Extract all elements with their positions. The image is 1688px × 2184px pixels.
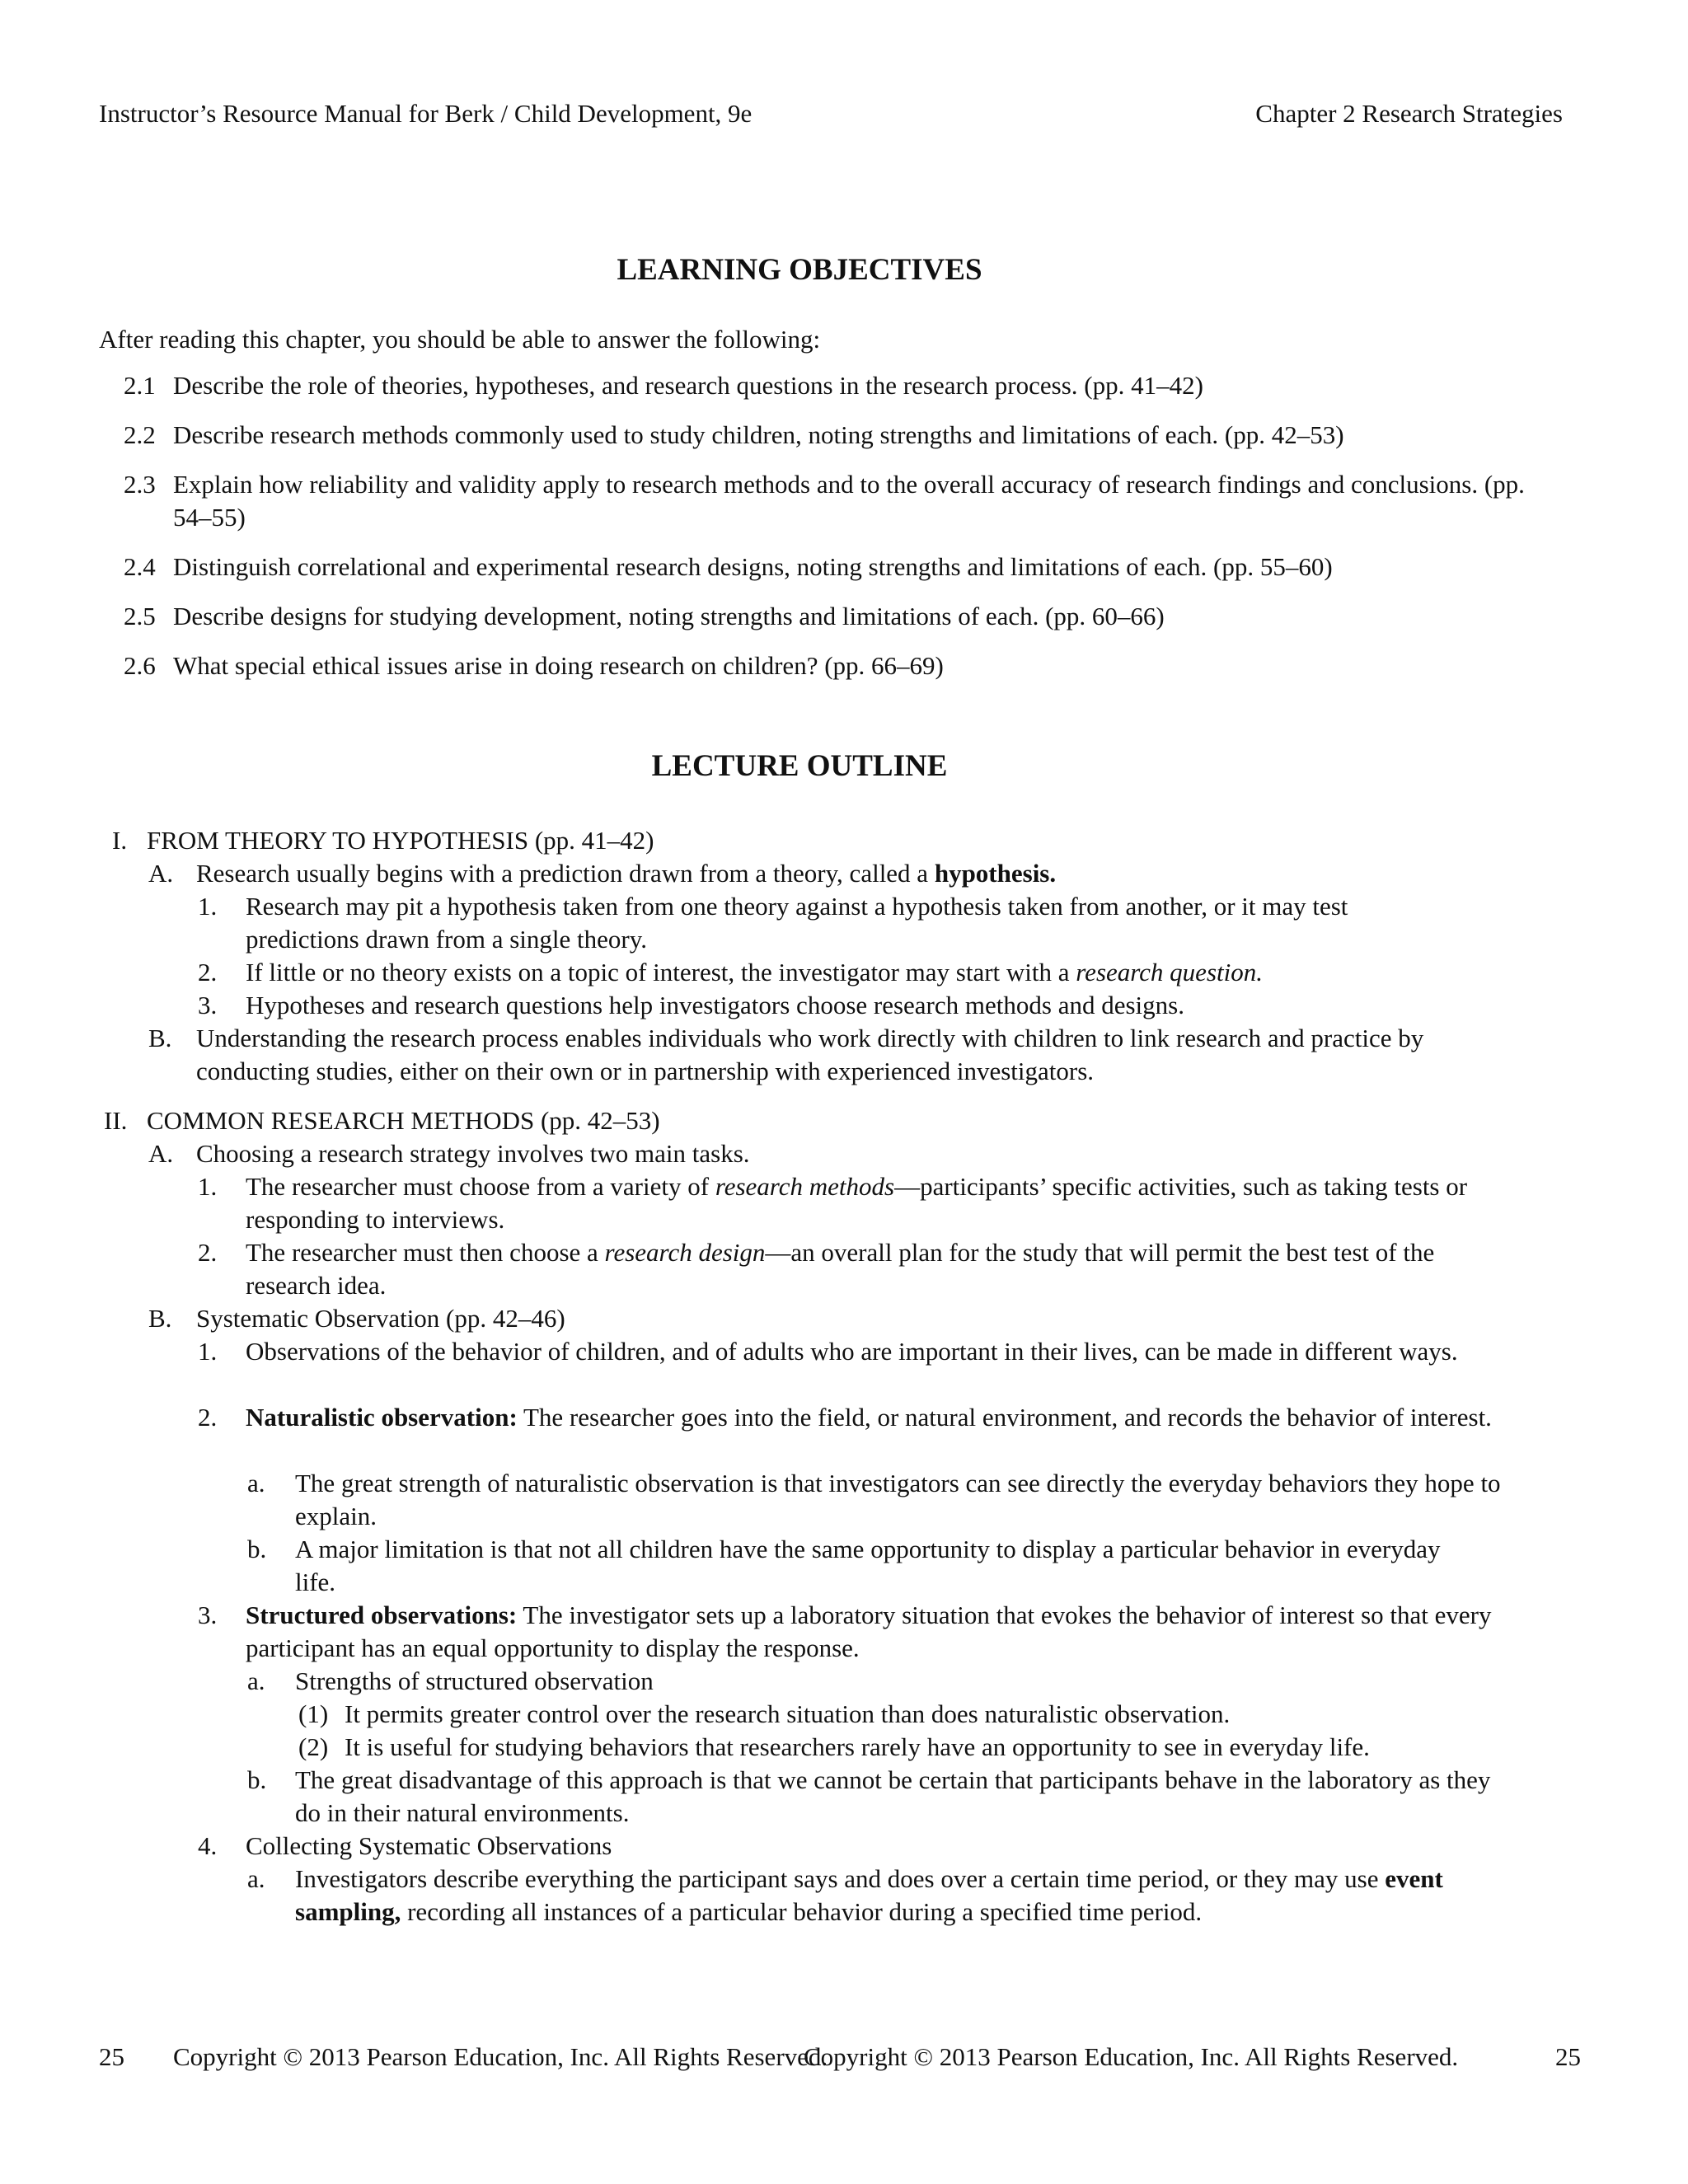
outline-marker: a. — [247, 1864, 265, 1893]
objective-text: Describe the role of theories, hypotheses, and research questions in the research process. (pp. 41–42) — [173, 371, 1203, 400]
outline-text: Research usually begins with a prediction drawn from a theory, called a — [196, 859, 935, 888]
outline-marker: 4. — [198, 1831, 218, 1860]
outline-item-level2 — [148, 1022, 1498, 1088]
lecture-outline-heading: LECTURE OUTLINE — [651, 749, 948, 783]
outline-text-cont: —participants’ specific activities, such as taking tests or responding to interviews. — [246, 1172, 1468, 1234]
term-research-question: research question. — [1076, 958, 1263, 987]
outline-item-level4 — [247, 1533, 1482, 1599]
objective-number: 2.3 — [124, 470, 156, 499]
outline-item-level5 — [298, 1698, 1531, 1731]
outline-item-level2 — [148, 857, 1515, 890]
outline-item-level4 — [247, 1863, 1482, 1929]
objective-item — [124, 649, 1558, 682]
objective-number: 2.6 — [124, 651, 156, 680]
objective-number: 2.1 — [124, 371, 156, 400]
running-header-left: Instructor’s Resource Manual for Berk / Child Development, 9e — [99, 99, 753, 128]
outline-item-level4 — [247, 1764, 1515, 1830]
outline-marker: (1) — [298, 1699, 329, 1728]
outline-marker: a. — [247, 1469, 265, 1497]
objective-text: Describe designs for studying development, noting strengths and limitations of each. (pp. 60–66) — [173, 602, 1165, 630]
outline-text: If little or no theory exists on a topic of interest, the investigator may start with a — [246, 958, 1076, 987]
objective-number: 2.5 — [124, 602, 156, 630]
objectives-list — [124, 369, 1558, 699]
outline-marker: 2. — [198, 1238, 218, 1267]
outline-marker: A. — [148, 1139, 174, 1168]
outline-marker: 3. — [198, 991, 218, 1019]
outline-text: FROM THEORY TO HYPOTHESIS (pp. 41–42) — [147, 826, 654, 855]
objective-number: 2.2 — [124, 420, 156, 449]
outline-marker: 3. — [198, 1601, 218, 1629]
outline-item-level1 — [112, 824, 1515, 857]
outline-marker: 1. — [198, 1172, 218, 1201]
outline-marker: b. — [247, 1765, 267, 1794]
objective-item — [124, 419, 1558, 452]
outline-marker: B. — [148, 1024, 172, 1052]
outline-text: The great disadvantage of this approach is that we cannot be certain that participants behave in the laboratory as they do in their natural environments. — [295, 1765, 1491, 1827]
outline-text: The researcher must then choose a — [246, 1238, 605, 1267]
term-structured-observations: Structured observations: — [246, 1601, 518, 1629]
outline-marker: II. — [104, 1106, 128, 1135]
outline-item-level2 — [148, 1302, 1515, 1335]
term-hypothesis: hypothesis. — [934, 859, 1057, 888]
outline-item-level3 — [198, 989, 1515, 1022]
objective-number: 2.4 — [124, 552, 156, 581]
outline-marker: 1. — [198, 1337, 218, 1366]
outline-marker: A. — [148, 859, 174, 888]
outline-marker: 1. — [198, 892, 218, 921]
outline-item-level4 — [247, 1467, 1515, 1533]
outline-text-cont: recording all instances of a particular behavior during a specified time period. — [401, 1897, 1203, 1926]
outline-item-level3 — [198, 1401, 1515, 1434]
outline-item-level1 — [104, 1104, 1515, 1137]
outline-text: The researcher must choose from a variety of — [246, 1172, 715, 1201]
outline-text: The great strength of naturalistic observation is that investigators can see directly the everyday behaviors they hope to explain. — [295, 1469, 1501, 1530]
running-header-right: Chapter 2 Research Strategies — [1255, 99, 1563, 128]
outline-text: A major limitation is that not all children have the same opportunity to display a particular behavior in everyday life. — [295, 1535, 1441, 1596]
page-number-right: 25 — [1555, 2042, 1581, 2071]
outline-text: Investigators describe everything the participant says and does over a certain time period, or they may use — [295, 1864, 1386, 1893]
term-naturalistic-observation: Naturalistic observation: — [246, 1403, 518, 1432]
objective-text: Describe research methods commonly used to study children, noting strengths and limitations of each. (pp. 42–53) — [173, 420, 1344, 449]
outline-marker: b. — [247, 1535, 267, 1563]
outline-marker: (2) — [298, 1732, 329, 1761]
outline-marker: 2. — [198, 1403, 218, 1432]
outline-marker: B. — [148, 1304, 172, 1333]
outline-item-level2 — [148, 1137, 1515, 1170]
outline-item-level3 — [198, 1236, 1498, 1302]
objectives-intro: After reading this chapter, you should be able to answer the following: — [99, 325, 821, 354]
outline-text: Research may pit a hypothesis taken from one theory against a hypothesis taken from another, or it may test predictions drawn from a single theory. — [246, 892, 1348, 954]
outline-text: The researcher goes into the field, or natural environment, and records the behavior of interest. — [517, 1403, 1492, 1432]
objective-item — [124, 468, 1558, 534]
objective-text: Distinguish correlational and experimental research designs, noting strengths and limitations of each. (pp. 55–60) — [173, 552, 1333, 581]
outline-text: Understanding the research process enables individuals who work directly with children to link research and practice by conducting studies, either on their own or in partnership with experienced investigators. — [196, 1024, 1424, 1085]
outline-text: Choosing a research strategy involves two main tasks. — [196, 1139, 750, 1168]
learning-objectives-heading: LEARNING OBJECTIVES — [617, 253, 982, 287]
outline-text: It is useful for studying behaviors that researchers rarely have an opportunity to see in everyday life. — [345, 1732, 1370, 1761]
outline-text: It permits greater control over the research situation than does naturalistic observation. — [345, 1699, 1231, 1728]
objective-text: What special ethical issues arise in doing research on children? (pp. 66–69) — [173, 651, 944, 680]
outline-marker: a. — [247, 1666, 265, 1695]
outline-text: Systematic Observation (pp. 42–46) — [196, 1304, 565, 1333]
outline-text: Strengths of structured observation — [295, 1666, 654, 1695]
copyright-right: Copyright © 2013 Pearson Education, Inc. All Rights Reserved. — [804, 2042, 1459, 2071]
term-research-design: research design — [604, 1238, 766, 1267]
outline-text: The investigator sets up a laboratory situation that evokes the behavior of interest so that every participant has an equal opportunity to display the response. — [246, 1601, 1492, 1662]
page-number-left: 25 — [99, 2042, 124, 2071]
objective-text: Explain how reliability and validity apply to research methods and to the overall accuracy of research findings and conclusions. (pp. 54–55) — [173, 470, 1525, 532]
outline-text: Collecting Systematic Observations — [246, 1831, 612, 1860]
term-event-sampling: event sampling, — [295, 1864, 1443, 1926]
outline-marker: 2. — [198, 958, 218, 987]
outline-item-level3 — [198, 1599, 1498, 1665]
outline-item-level3 — [198, 956, 1515, 989]
outline-item-level3 — [198, 1830, 1515, 1863]
objective-item — [124, 369, 1558, 402]
outline-text: COMMON RESEARCH METHODS (pp. 42–53) — [147, 1106, 660, 1135]
outline-item-level3 — [198, 1170, 1482, 1236]
outline-marker: I. — [112, 826, 128, 855]
objective-item — [124, 551, 1558, 583]
outline-item-level3 — [198, 1335, 1498, 1368]
outline-text: Observations of the behavior of children, and of adults who are important in their lives, can be made in different ways. — [246, 1337, 1458, 1366]
copyright-left: Copyright © 2013 Pearson Education, Inc. All Rights Reserved. — [173, 2042, 828, 2071]
objective-item — [124, 600, 1558, 633]
outline-text-cont: —an overall plan for the study that will permit the best test of the research idea. — [246, 1238, 1435, 1300]
outline-item-level3 — [198, 890, 1432, 956]
outline-text: Hypotheses and research questions help investigators choose research methods and designs. — [246, 991, 1184, 1019]
term-research-methods: research methods — [715, 1172, 895, 1201]
outline-item-level5 — [298, 1731, 1531, 1764]
outline-item-level4 — [247, 1665, 1515, 1698]
